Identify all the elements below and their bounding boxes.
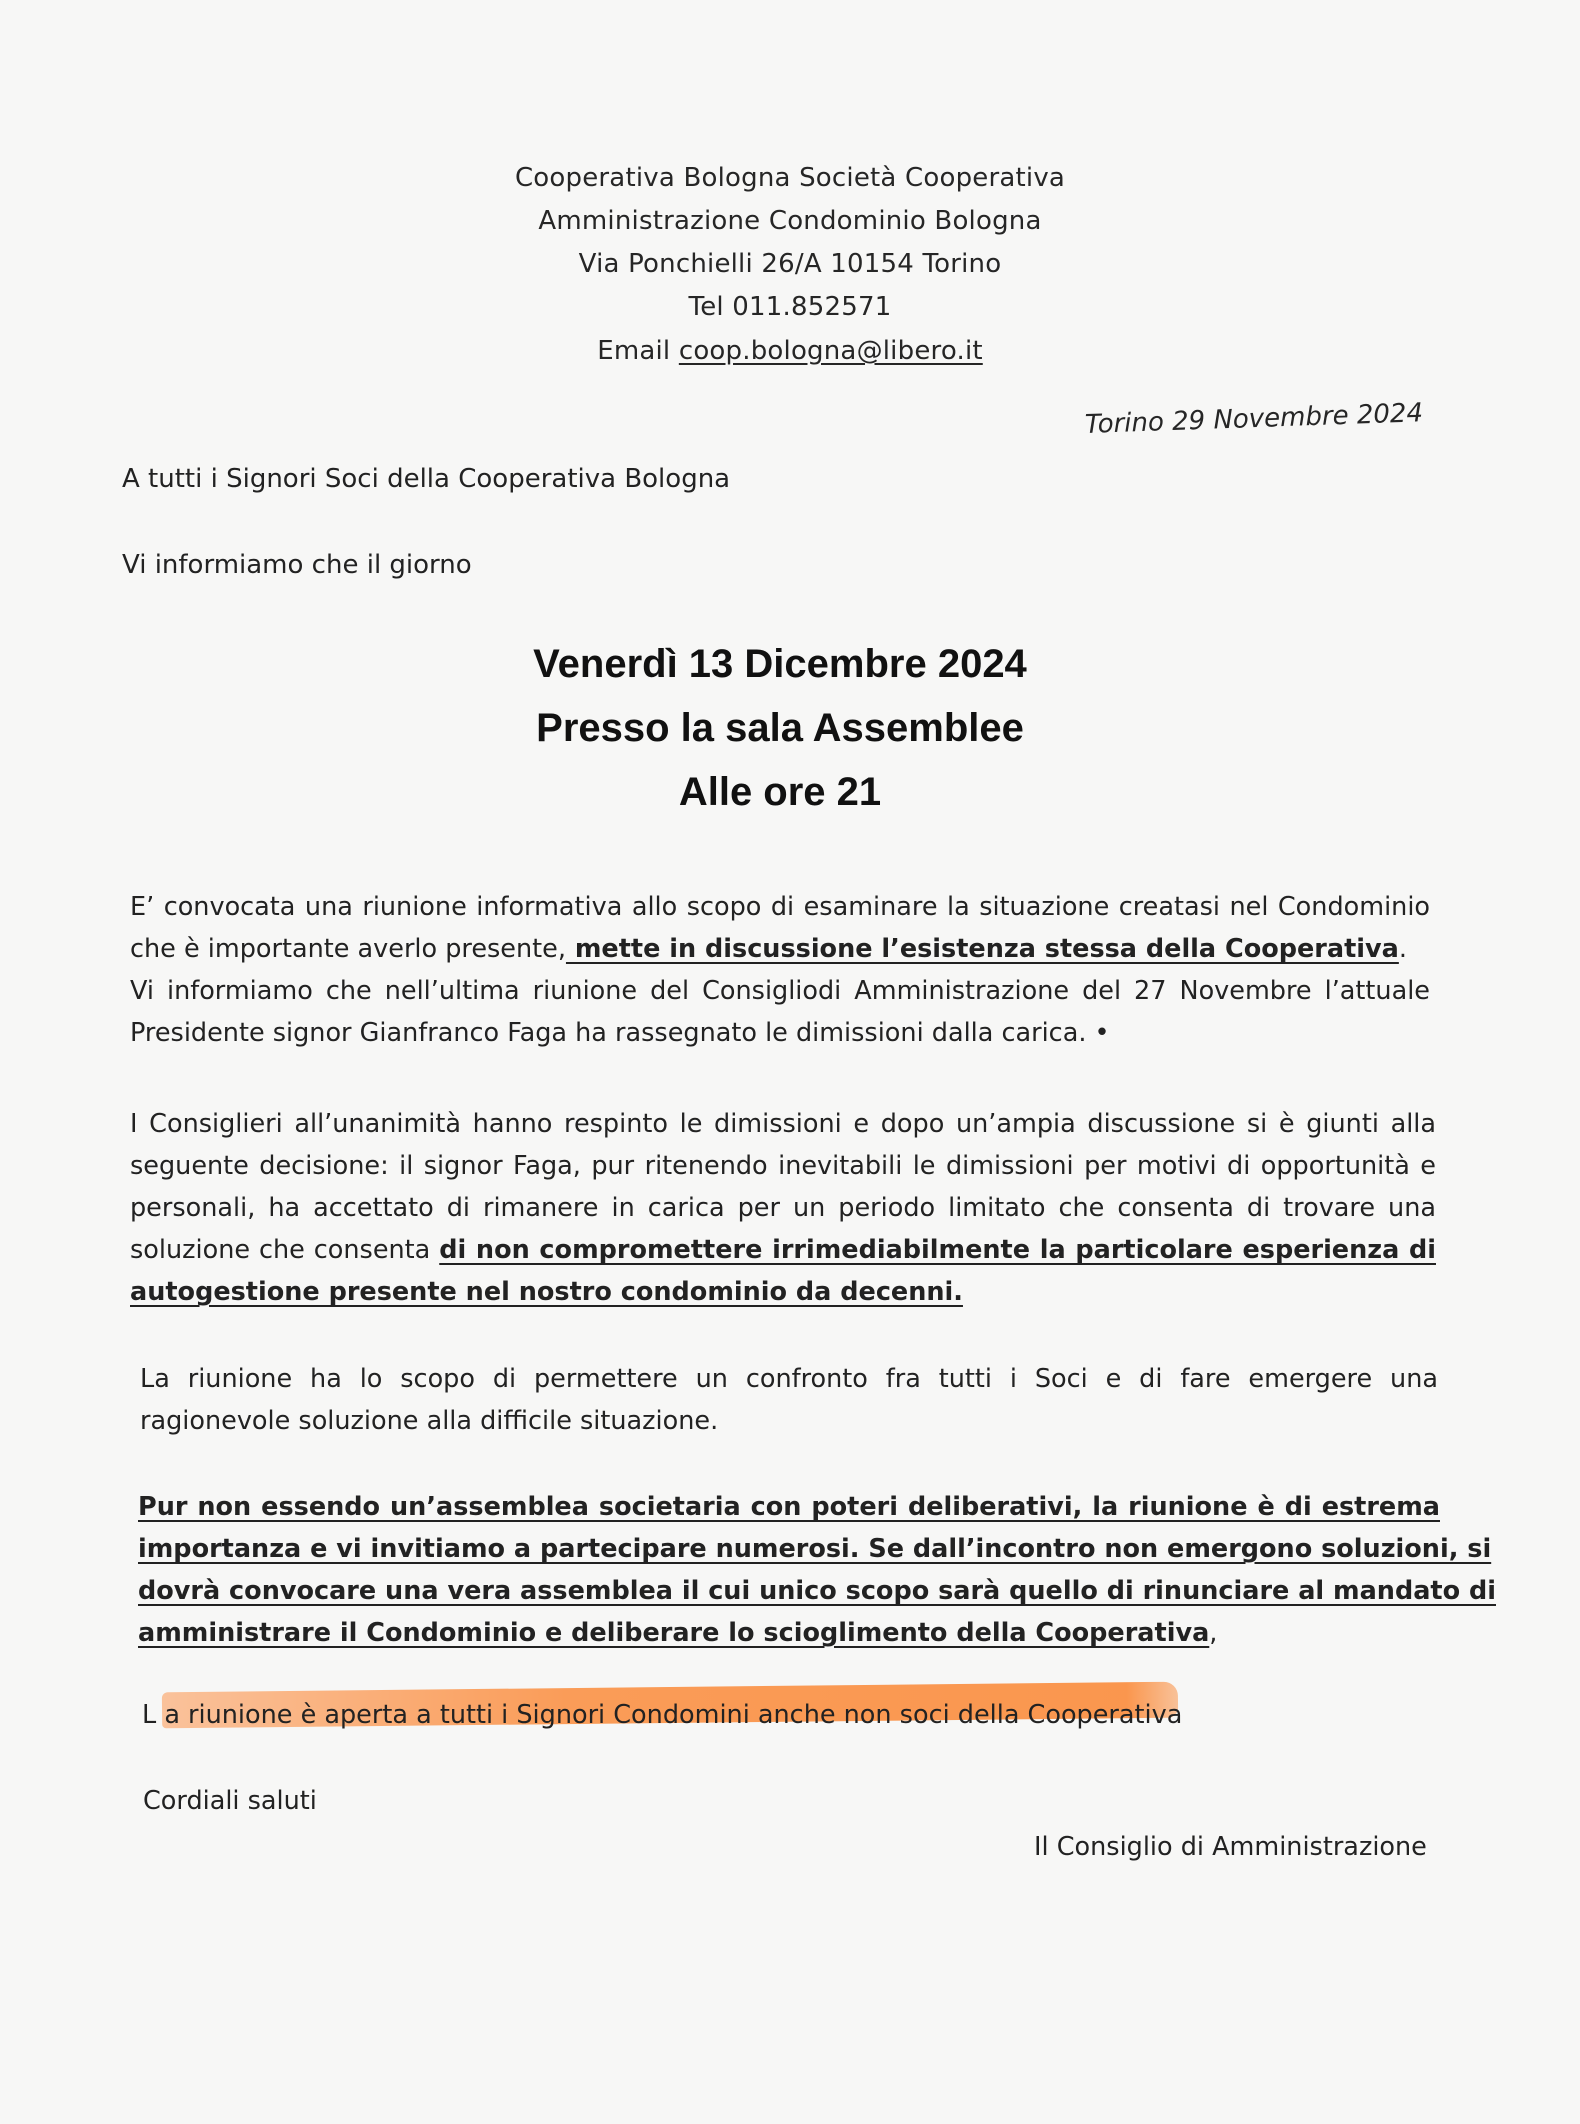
header-admin: Amministrazione Condominio Bologna [538, 206, 1042, 236]
header-email-line [0, 336, 1580, 366]
paragraph-2-line-2: seguente decisione: il signor Faga, pur ritenendo inevitabili le dimissioni per motivi di opportunità e [130, 1151, 1436, 1181]
paragraph-4-line-3: dovrà convocare una vera assemblea il cui unico scopo sarà quello di rinunciare al mandato di [138, 1576, 1496, 1606]
paragraph-4-line-4 [138, 1612, 1440, 1654]
event-time: Alle ore 21 [678, 770, 882, 814]
header-email-label: Email [597, 336, 679, 366]
header-tel: Tel 011.852571 [688, 292, 892, 322]
paragraph-4-emphasis: amministrare il Condominio e deliberare lo scioglimento della Cooperativa [138, 1618, 1210, 1648]
header-address: Via Ponchielli 26/A 10154 Torino [578, 249, 1002, 279]
recipient-line: A tutti i Signori Soci della Cooperativa Bologna [122, 464, 731, 494]
paragraph-1-line-2-end: . [1398, 934, 1407, 964]
paragraph-3 [140, 1358, 1438, 1442]
paragraph-2-emphasis-a: di non compromettere irrimediabilmente la particolare esperienza di [439, 1235, 1436, 1265]
paragraph-3-line-1: La riunione ha lo scopo di permettere un confronto fra tutti i Soci e di fare emergere una [140, 1364, 1438, 1394]
paragraph-4 [138, 1486, 1496, 1654]
signature: Il Consiglio di Amministrazione [1034, 1832, 1427, 1862]
paragraph-2 [130, 1103, 1436, 1313]
event-place: Presso la sala Assemblee [536, 706, 1024, 750]
letter-date: Torino 29 Novembre 2024 [1084, 398, 1424, 440]
paragraph-4-line-2: importanza e vi invitiamo a partecipare numerosi. Se dall’incontro non emergono soluzioni, si [138, 1534, 1492, 1564]
header-email-link[interactable]: coop.bologna@libero.it [678, 336, 983, 366]
paragraph-1 [130, 886, 1430, 1054]
paragraph-4-line-1: Pur non essendo un’assemblea societaria con poteri deliberativi, la riunione è di estrema [138, 1492, 1440, 1522]
intro-line: Vi informiamo che il giorno [122, 550, 472, 580]
paragraph-4-comma: , [1209, 1618, 1218, 1648]
paragraph-1-line-2-start: che è importante averlo presente, [130, 934, 566, 964]
paragraph-1-line-3: Vi informiamo che nell’ultima riunione del Consigliodi Amministrazione del 27 Novembre l’attuale [130, 976, 1430, 1006]
paragraph-2-line-4-start: soluzione che consenta [130, 1235, 440, 1265]
paragraph-2-line-1: I Consiglieri all’unanimità hanno respinto le dimissioni e dopo un’ampia discussione si è giunti alla [130, 1109, 1436, 1139]
closing: Cordiali saluti [143, 1786, 317, 1816]
paragraph-3-line-2: ragionevole soluzione alla difficile situazione. [140, 1406, 719, 1436]
paragraph-2-line-5 [130, 1271, 1436, 1313]
paragraph-1-line-2 [130, 928, 1430, 970]
paragraph-1-line-1: E’ convocata una riunione informativa allo scopo di esaminare la situazione creatasi nel Condominio [130, 892, 1430, 922]
paragraph-2-line-3: personali, ha accettato di rimanere in carica per un periodo limitato che consenta di trovare una [130, 1193, 1436, 1223]
paragraph-2-line-4 [130, 1229, 1436, 1271]
header-org: Cooperativa Bologna Società Cooperativa [514, 163, 1066, 193]
paragraph-1-emphasis: mette in discussione l’esistenza stessa della Cooperativa [565, 934, 1399, 964]
paragraph-1-line-4: Presidente signor Gianfranco Faga ha rassegnato le dimissioni dalla carica. • [130, 1018, 1110, 1048]
paragraph-2-emphasis-b: autogestione presente nel nostro condominio da decenni. [130, 1277, 963, 1307]
event-date: Venerdì 13 Dicembre 2024 [533, 642, 1027, 686]
paragraph-5: L a riunione è aperta a tutti i Signori Condomini anche non soci della Cooperativa [142, 1700, 1183, 1730]
